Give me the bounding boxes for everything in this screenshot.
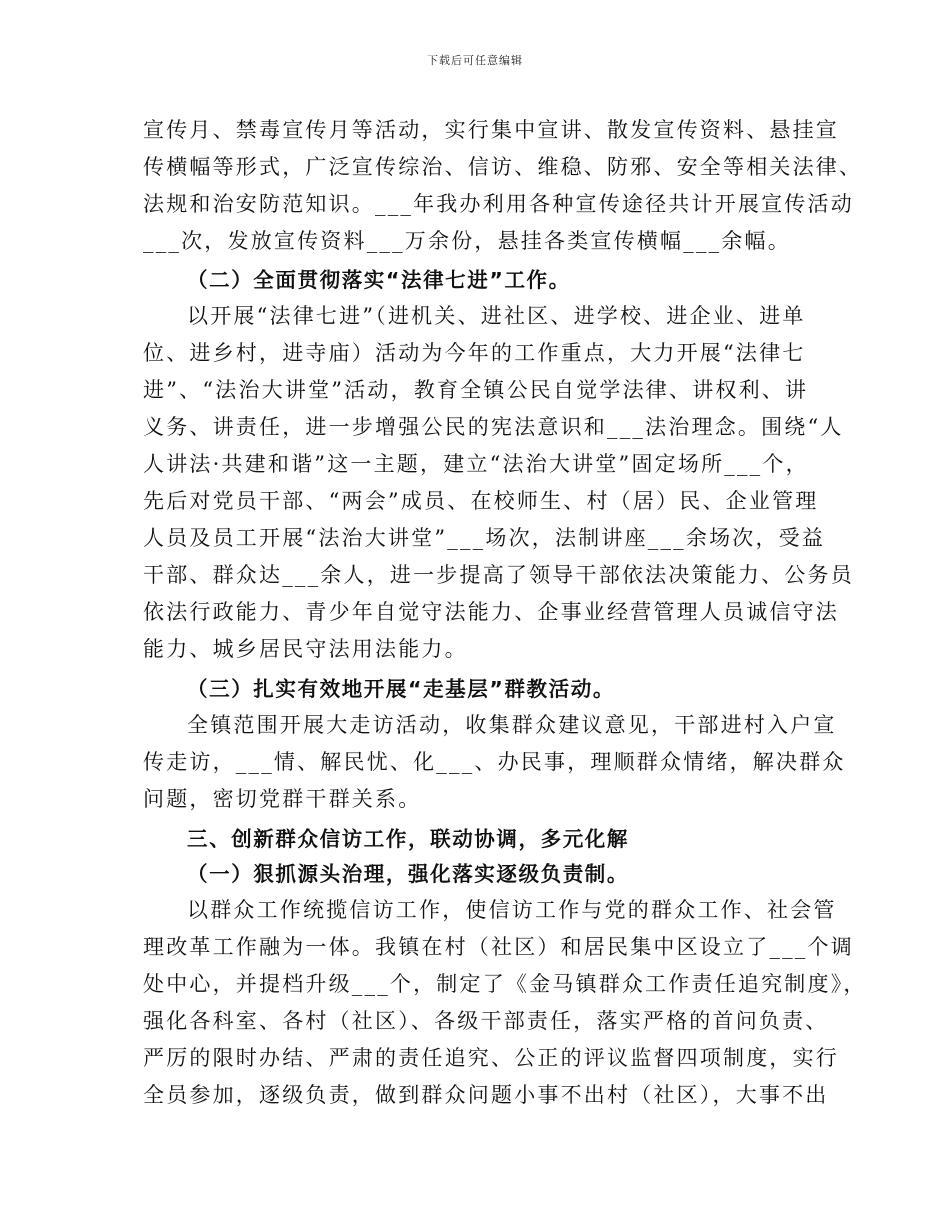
paragraph-line: 传走访，___情、解民忧、化___、办民事，理顺群众情绪，解决群众 [143,750,846,774]
paragraph-line: 严厉的限时办结、严肃的责任追究、公正的评议监督四项制度，实行 [143,1046,839,1070]
paragraph-line: 以开展“法律七进”（进机关、进社区、进学校、进企业、进单 [187,304,806,328]
paragraph-line: 依法行政能力、青少年自觉守法能力、企事业经营管理人员诚信守法 [143,600,839,624]
paragraph-line: 人讲法·共建和谐”这一主题，建立“法治大讲堂”固定场所___个， [143,452,809,476]
header-note: 下载后可任意编辑 [427,54,523,67]
section-heading: （一）狠抓源头治理，强化落实逐级负责制。 [187,862,629,886]
paragraph-line: 先后对党员干部、“两会”成员、在校师生、村（居）民、企业管理 [143,489,819,513]
paragraph-line: 宣传月、禁毒宣传月等活动，实行集中宣讲、散发宣传资料、悬挂宣 [143,118,839,142]
chapter-heading: 三、创新群众信访工作，联动协调，多元化解 [187,827,629,851]
paragraph-line: 传横幅等形式，广泛宣传综治、信访、维稳、防邪、安全等相关法律、 [143,155,863,179]
paragraph-line: 问题，密切党群干群关系。 [143,787,422,811]
paragraph-line: 全镇范围开展大走访活动，收集群众建议意见，干部进村入户宣 [187,713,837,737]
paragraph-line: 法规和治安防范知识。___年我办利用各种宣传途径共计开展宣传活动 [143,192,854,216]
paragraph-line: 强化各科室、各村（社区）、各级干部责任，落实严格的首问负责、 [143,1009,829,1033]
paragraph-line: 干部、群众达___余人，进一步提高了领导干部依法决策能力、公务员 [143,563,854,587]
paragraph-line: ___次，发放宣传资料___万余份，悬挂各类宣传横幅___余幅。 [143,229,791,253]
paragraph-line: 处中心，并提档升级___个，制定了《金马镇群众工作责任追究制度》， [143,972,867,996]
paragraph-line: 能力、城乡居民守法用法能力。 [143,637,468,661]
paragraph-line: 进”、“法治大讲堂”活动，教育全镇公民自觉学法律、讲权利、讲 [143,378,809,402]
paragraph-line: 以群众工作统揽信访工作，使信访工作与党的群众工作、社会管 [187,898,837,922]
section-heading: （三）扎实有效地开展“走基层”群教活动。 [187,677,615,701]
paragraph-line: 位、进乡村，进寺庙）活动为今年的工作重点，大力开展“法律七 [143,341,806,365]
paragraph-line: 全员参加，逐级负责，做到群众问题小事不出村（社区），大事不出 [143,1083,829,1107]
paragraph-line: 义务、讲责任，进一步增强公民的宪法意识和___法治理念。围绕“人 [143,415,844,439]
section-heading: （二）全面贯彻落实“法律七进”工作。 [187,268,571,292]
paragraph-line: 理改革工作融为一体。我镇在村（社区）和居民集中区设立了___个调 [143,935,854,959]
paragraph-line: 人员及员工开展“法治大讲堂”___场次，法制讲座___余场次，受益 [143,526,826,550]
